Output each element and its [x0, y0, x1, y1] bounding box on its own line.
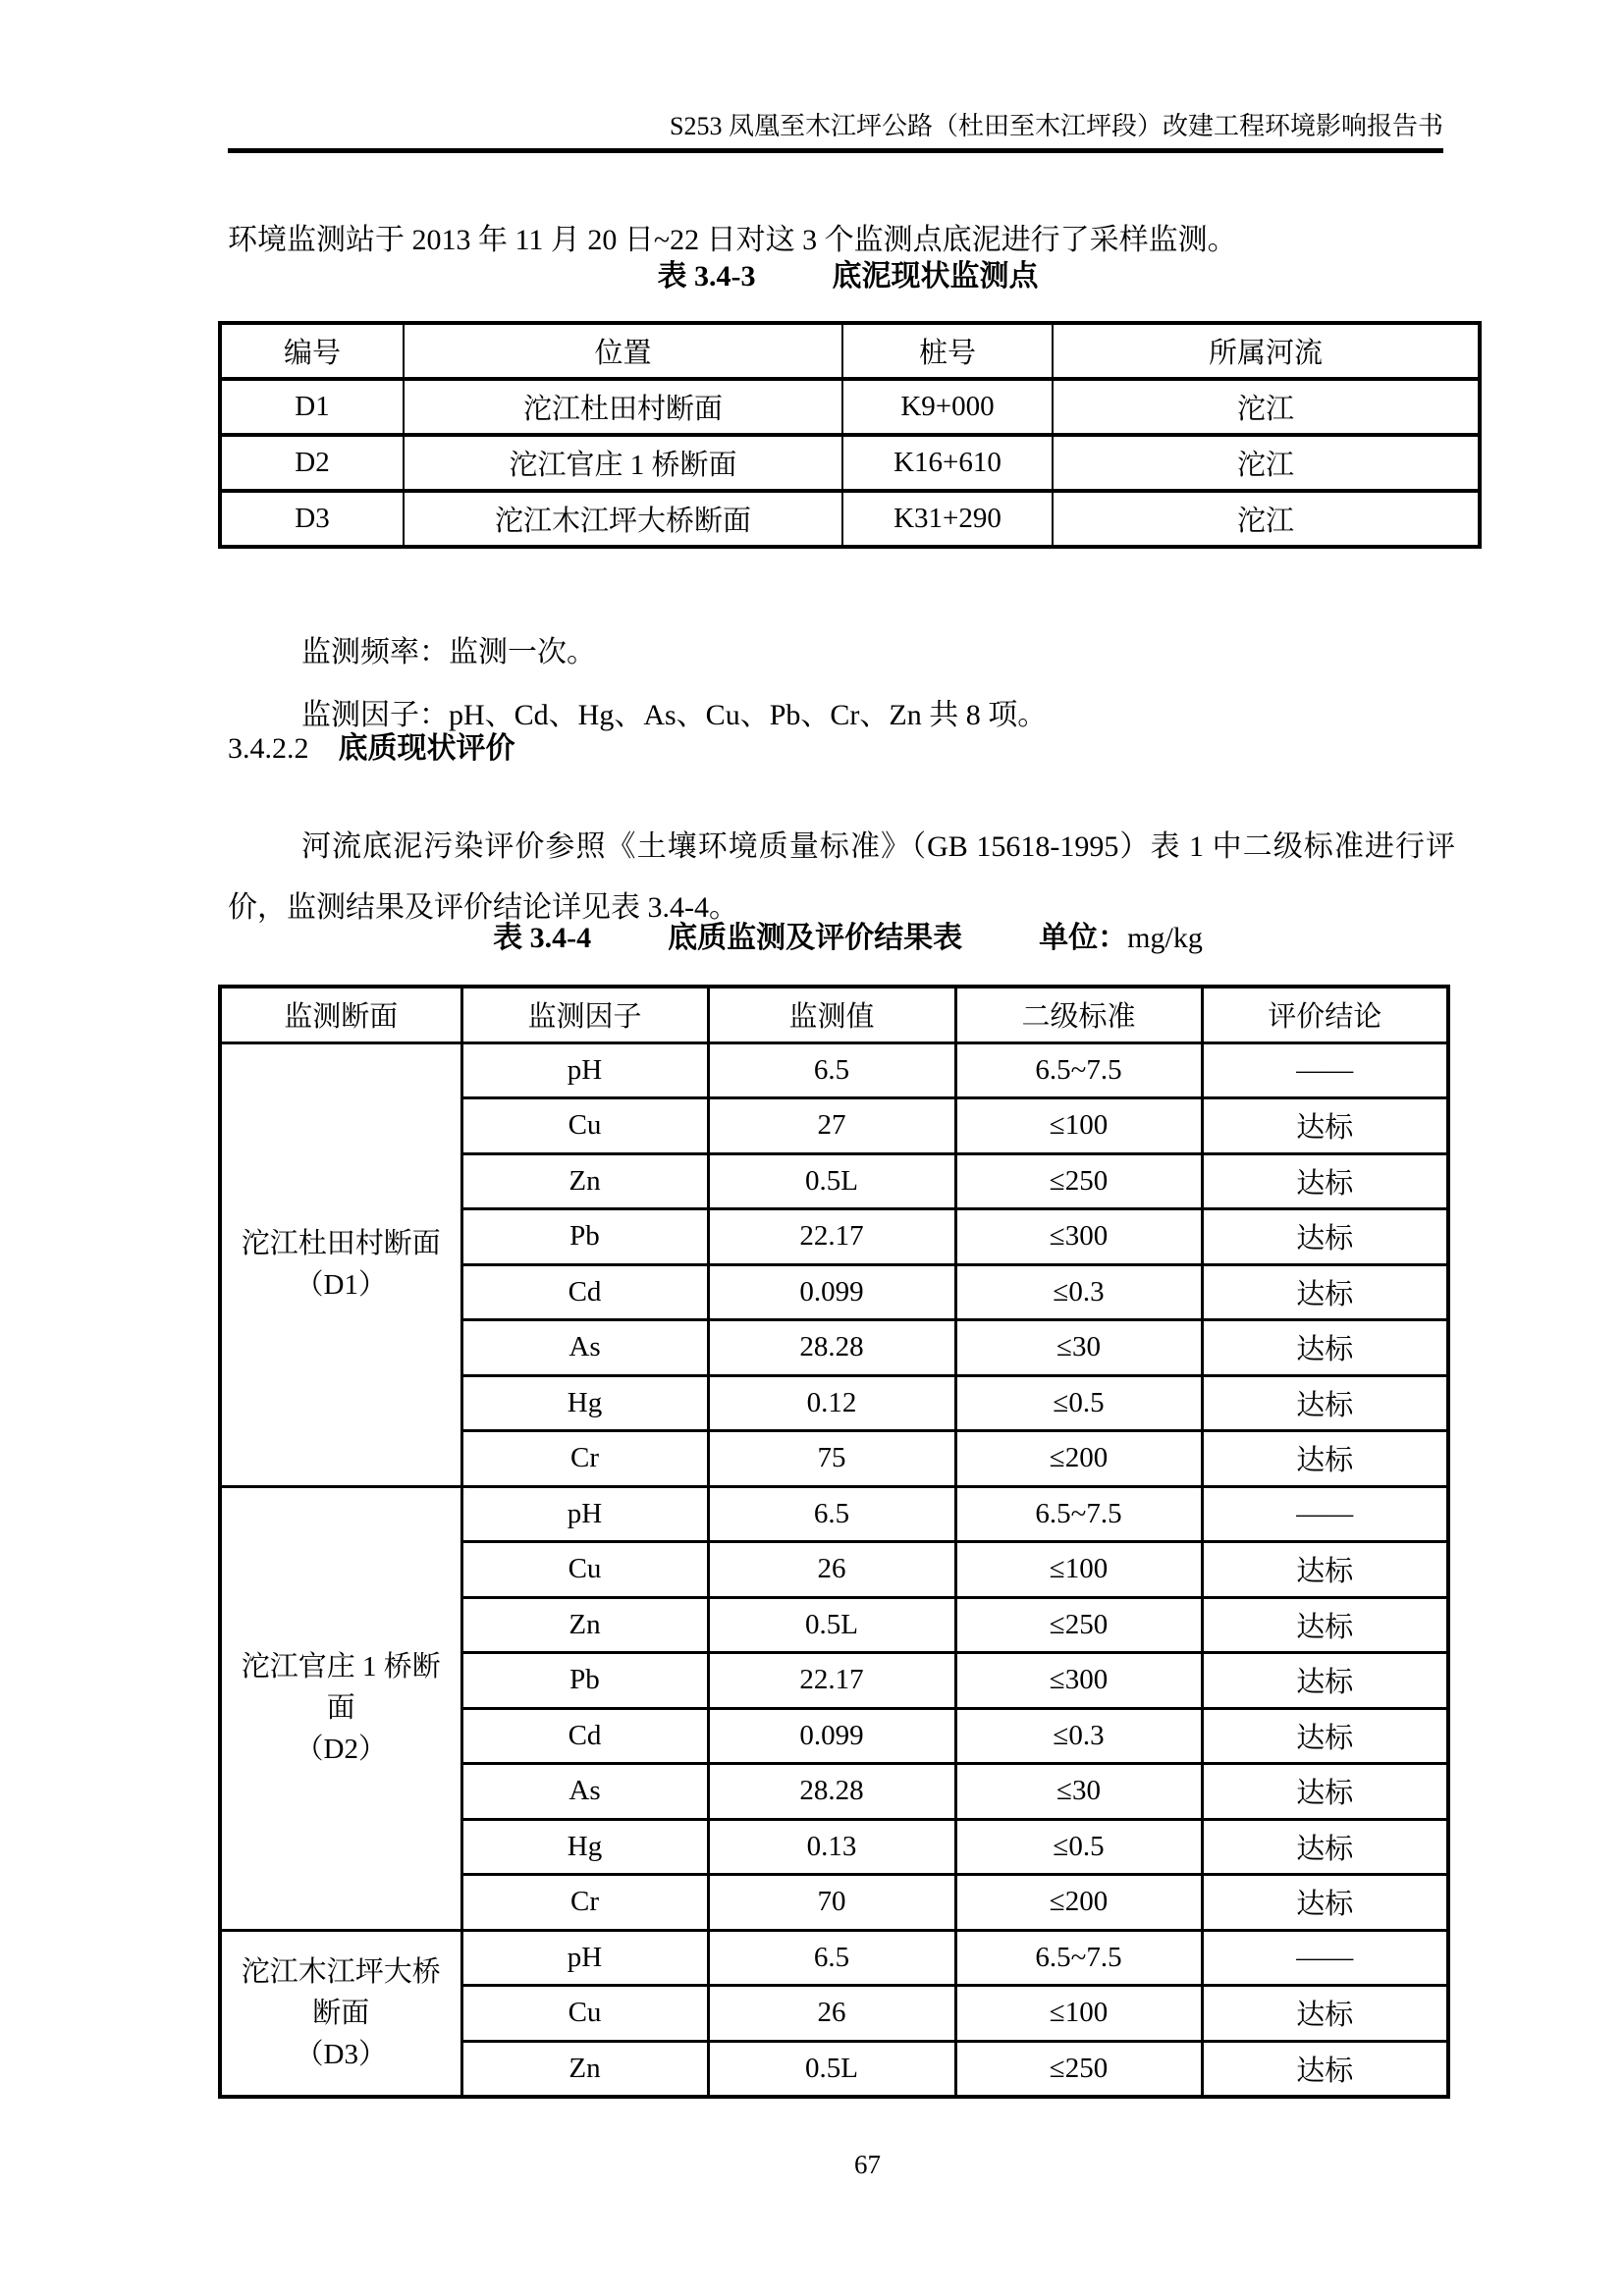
t2-data-cell: 6.5~7.5 [955, 1930, 1202, 1986]
t2-data-cell: 75 [708, 1431, 955, 1487]
t2-data-row [220, 1486, 1448, 1542]
t2-data-cell: ≤30 [955, 1320, 1202, 1376]
t2-data-cell: 6.5 [708, 1486, 955, 1542]
t1-header-cell: 所属河流 [1053, 323, 1480, 379]
t1-header-cell: 位置 [404, 323, 842, 379]
t2-data-cell: pH [461, 1930, 708, 1986]
t2-data-cell: 达标 [1202, 1264, 1448, 1320]
t2-data-cell: 0.13 [708, 1819, 955, 1875]
t2-data-cell: Pb [461, 1209, 708, 1265]
t2-data-cell: 0.099 [708, 1264, 955, 1320]
t2-data-cell: Hg [461, 1375, 708, 1431]
monitoring-frequency-paragraph: 监测频率：监测一次。 [301, 636, 596, 668]
t2-data-cell: ≤200 [955, 1431, 1202, 1487]
t2-data-cell: 22.17 [708, 1209, 955, 1265]
t1-data-cell: 沱江 [1053, 435, 1480, 491]
t2-data-cell: Cr [461, 1875, 708, 1931]
t1-header-cell: 编号 [220, 323, 404, 379]
t2-data-cell: 达标 [1202, 1209, 1448, 1265]
t2-section-label-cell [220, 1486, 461, 1930]
t2-data-cell: ≤0.5 [955, 1375, 1202, 1431]
t2-data-cell: 26 [708, 1986, 955, 2042]
sediment-monitoring-points-table [218, 321, 1482, 549]
t2-data-cell: 达标 [1202, 1653, 1448, 1709]
t2-data-row [220, 1042, 1448, 1098]
t2-data-cell: Zn [461, 2041, 708, 2097]
t2-data-cell: ≤0.3 [955, 1264, 1202, 1320]
page-number: 67 [854, 2150, 881, 2179]
t1-data-row [220, 491, 1480, 547]
t2-data-cell: 6.5~7.5 [955, 1486, 1202, 1542]
t2-data-cell: 达标 [1202, 1875, 1448, 1931]
t2-data-cell: 达标 [1202, 1597, 1448, 1653]
t2-data-cell: ≤100 [955, 1542, 1202, 1598]
unit-label: 单位： [1039, 922, 1128, 954]
t2-data-cell: Cr [461, 1431, 708, 1487]
t2-data-cell: 达标 [1202, 1764, 1448, 1820]
t2-data-cell: Zn [461, 1153, 708, 1209]
t2-section-label-line: 沱江官庄 1 桥断 [241, 1651, 441, 1682]
t1-data-cell: 沱江 [1053, 491, 1480, 547]
t2-section-label-cell [220, 1930, 461, 2097]
sediment-evaluation-results-table [218, 985, 1450, 2099]
t2-data-cell: pH [461, 1042, 708, 1098]
t2-data-cell: 0.5L [708, 1597, 955, 1653]
t2-data-cell: 达标 [1202, 1431, 1448, 1487]
t2-data-cell: As [461, 1764, 708, 1820]
t1-data-cell: D2 [220, 435, 404, 491]
table-3-4-4-caption-label: 表 3.4-4 [493, 922, 592, 954]
t1-data-cell: K31+290 [842, 491, 1053, 547]
t2-data-cell: ≤300 [955, 1209, 1202, 1265]
t1-data-cell: 沱江官庄 1 桥断面 [404, 435, 842, 491]
t2-data-cell: 28.28 [708, 1764, 955, 1820]
t2-data-cell: ≤250 [955, 2041, 1202, 2097]
t2-data-cell: 70 [708, 1875, 955, 1931]
t2-data-cell: Pb [461, 1653, 708, 1709]
table-3-4-4-caption-title: 底质监测及评价结果表 [668, 922, 963, 954]
t1-data-cell: 沱江 [1053, 379, 1480, 435]
t2-data-cell: 6.5 [708, 1930, 955, 1986]
t2-data-cell: 22.17 [708, 1653, 955, 1709]
t2-data-cell: ≤0.3 [955, 1708, 1202, 1764]
t1-data-cell: 沱江木江坪大桥断面 [404, 491, 842, 547]
table-3-4-3-caption-label: 表 3.4-3 [657, 260, 756, 293]
t2-section-label-line: 断面 [312, 1997, 370, 2029]
section-heading-3-4-2-2 [228, 730, 1467, 768]
t2-data-cell: pH [461, 1486, 708, 1542]
t2-data-row [220, 1930, 1448, 1986]
t2-data-cell: —— [1202, 1042, 1448, 1098]
t1-data-cell: D1 [220, 379, 404, 435]
t2-data-cell: Cd [461, 1264, 708, 1320]
t1-header-cell: 桩号 [842, 323, 1053, 379]
t2-data-cell: Cu [461, 1986, 708, 2042]
t2-data-cell: ≤250 [955, 1597, 1202, 1653]
t2-data-cell: As [461, 1320, 708, 1376]
t2-data-cell: 6.5~7.5 [955, 1042, 1202, 1098]
evaluation-paragraph: 河流底泥污染评价参照《土壤环境质量标准》（GB 15618-1995）表 1 中二级标准进行评价，监测结果及评价结论详见表 3.4-4。 [228, 830, 1455, 924]
t2-data-cell: 达标 [1202, 1708, 1448, 1764]
table-3-4-4-caption-unit [1039, 922, 1203, 954]
t2-section-label-line: （D1） [295, 1269, 387, 1301]
t1-data-cell: D3 [220, 491, 404, 547]
monitoring-factors-paragraph: 监测因子：pH、Cd、Hg、As、Cu、Pb、Cr、Zn 共 8 项。 [301, 699, 1048, 731]
t2-data-cell: —— [1202, 1486, 1448, 1542]
t2-data-cell: 28.28 [708, 1320, 955, 1376]
t2-header-cell: 监测值 [708, 987, 955, 1042]
t2-section-label-line: （D3） [295, 2038, 387, 2070]
t1-data-cell: K16+610 [842, 435, 1053, 491]
t2-data-cell: 6.5 [708, 1042, 955, 1098]
table-3-4-3-caption [218, 258, 1478, 295]
t2-data-cell: ≤100 [955, 1098, 1202, 1154]
t2-header-cell: 评价结论 [1202, 987, 1448, 1042]
t2-data-cell: 26 [708, 1542, 955, 1598]
t2-data-cell: 达标 [1202, 1153, 1448, 1209]
t2-data-cell: 0.099 [708, 1708, 955, 1764]
unit-value: mg/kg [1127, 922, 1203, 954]
t2-data-cell: 达标 [1202, 1098, 1448, 1154]
t2-section-label-line: 面 [326, 1692, 355, 1724]
t2-data-cell: 0.5L [708, 2041, 955, 2097]
t2-data-cell: ≤100 [955, 1986, 1202, 2042]
t2-data-cell: ≤30 [955, 1764, 1202, 1820]
t2-data-cell: 达标 [1202, 1986, 1448, 2042]
intro-paragraph: 环境监测站于 2013 年 11 月 20 日~22 日对这 3 个监测点底泥进行了采样监测。 [228, 224, 1237, 256]
t2-header-cell: 监测断面 [220, 987, 461, 1042]
t2-data-cell: 27 [708, 1098, 955, 1154]
t2-data-cell: ≤200 [955, 1875, 1202, 1931]
section-number: 3.4.2.2 [228, 732, 309, 765]
report-header-title: S253 凤凰至木江坪公路（杜田至木江坪段）改建工程环境影响报告书 [670, 112, 1443, 140]
t1-data-cell: K9+000 [842, 379, 1053, 435]
t2-data-cell: Cd [461, 1708, 708, 1764]
t2-data-cell: Zn [461, 1597, 708, 1653]
t2-section-label-line: 沱江杜田村断面 [241, 1228, 441, 1259]
t2-data-cell: —— [1202, 1930, 1448, 1986]
t1-data-row [220, 379, 1480, 435]
t2-data-cell: 达标 [1202, 1542, 1448, 1598]
section-title: 底质现状评价 [338, 732, 515, 765]
header-divider [228, 148, 1443, 153]
table-3-4-3-caption-title: 底泥现状监测点 [832, 260, 1039, 293]
t2-section-label-cell [220, 1042, 461, 1486]
t2-data-cell: Cu [461, 1542, 708, 1598]
t1-data-cell: 沱江杜田村断面 [404, 379, 842, 435]
t1-data-row [220, 435, 1480, 491]
t2-data-cell: 达标 [1202, 2041, 1448, 2097]
table-3-4-4-caption [218, 920, 1478, 957]
t2-data-cell: 达标 [1202, 1375, 1448, 1431]
t2-section-label-line: 沱江木江坪大桥 [241, 1955, 441, 1988]
t2-data-cell: Cu [461, 1098, 708, 1154]
t2-data-cell: ≤250 [955, 1153, 1202, 1209]
t2-data-cell: Hg [461, 1819, 708, 1875]
t2-header-cell: 监测因子 [461, 987, 708, 1042]
t2-data-cell: ≤0.5 [955, 1819, 1202, 1875]
t2-section-label-line: （D2） [295, 1734, 387, 1765]
t1-header-row [220, 323, 1480, 379]
t2-header-cell: 二级标准 [955, 987, 1202, 1042]
t2-data-cell: 达标 [1202, 1819, 1448, 1875]
t2-data-cell: ≤300 [955, 1653, 1202, 1709]
t2-header-row [220, 987, 1448, 1042]
t2-data-cell: 0.5L [708, 1153, 955, 1209]
t2-data-cell: 达标 [1202, 1320, 1448, 1376]
t2-data-cell: 0.12 [708, 1375, 955, 1431]
